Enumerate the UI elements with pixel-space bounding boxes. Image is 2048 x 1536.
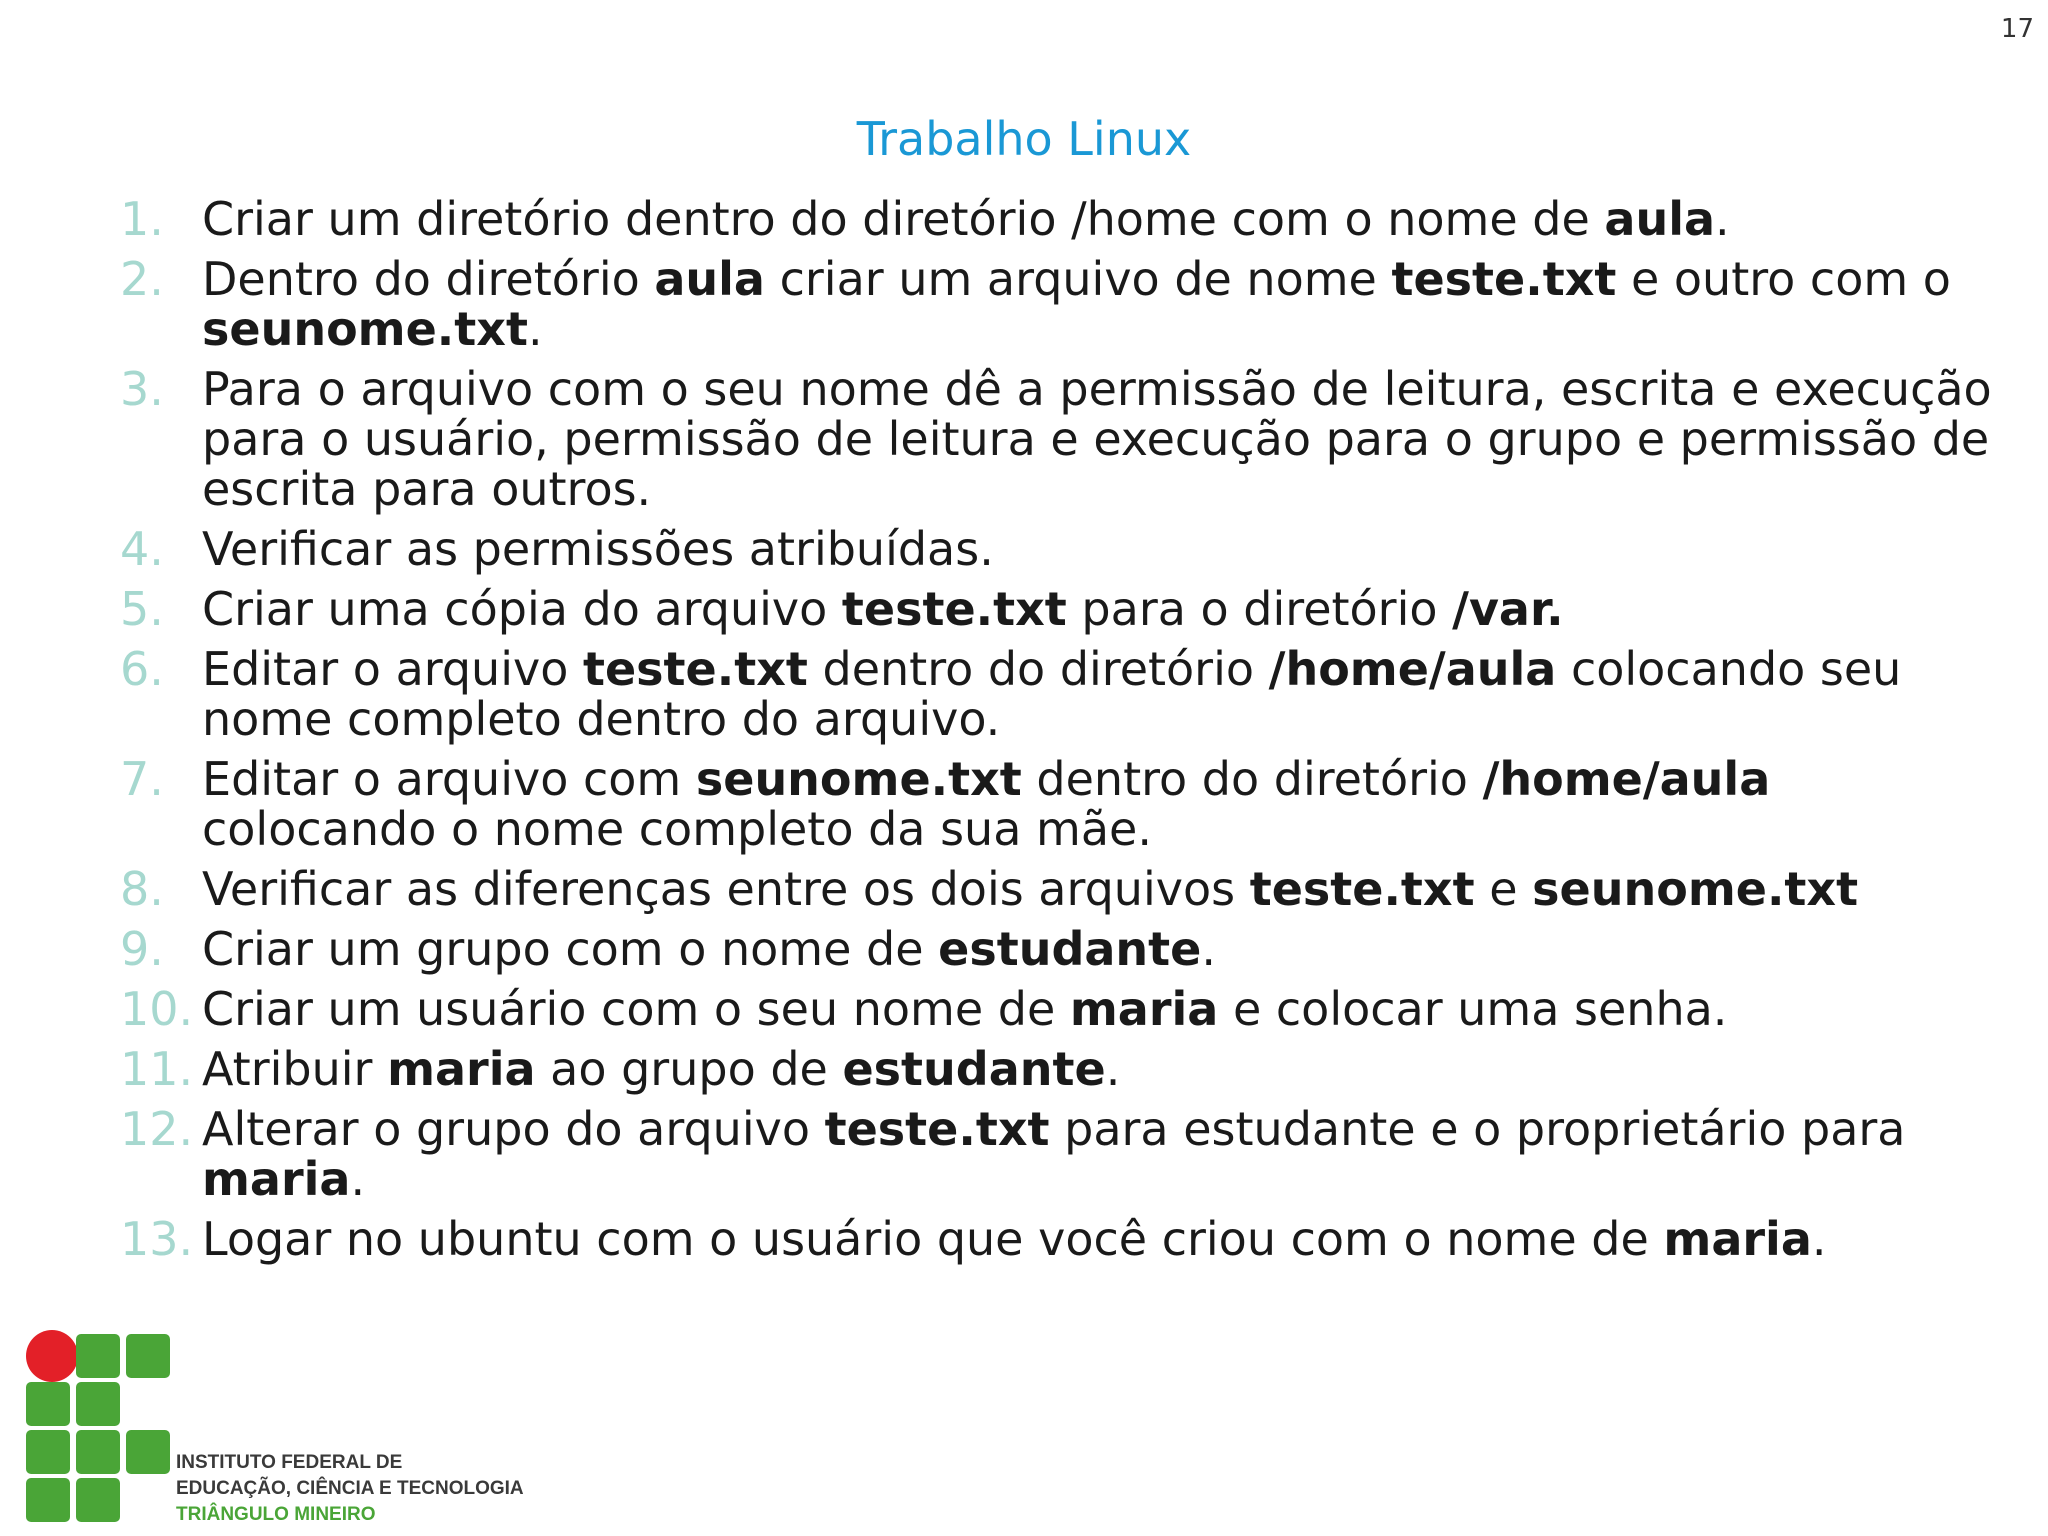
task-text bbox=[202, 754, 2010, 854]
task-item bbox=[120, 194, 2010, 244]
logo-line-2: EDUCAÇÃO, CIÊNCIA E TECNOLOGIA bbox=[176, 1478, 524, 1499]
task-item bbox=[120, 1214, 2010, 1264]
page-title: Trabalho Linux bbox=[856, 112, 1192, 166]
task-text-segment: . bbox=[527, 302, 543, 356]
task-text-segment: Atribuir bbox=[202, 1042, 388, 1096]
task-text-bold: maria bbox=[387, 1042, 536, 1096]
task-text bbox=[202, 194, 2010, 244]
logo-square bbox=[26, 1382, 70, 1426]
task-text bbox=[202, 1044, 2010, 1094]
task-number: 2. bbox=[120, 252, 164, 306]
task-item bbox=[120, 364, 2010, 514]
task-text-bold: /home/aula bbox=[1268, 642, 1557, 696]
logo-square bbox=[26, 1430, 70, 1474]
task-text-bold: teste.txt bbox=[582, 642, 808, 696]
task-item bbox=[120, 254, 2010, 354]
task-text bbox=[202, 1104, 2010, 1204]
task-number: 1. bbox=[120, 192, 164, 246]
task-number: 9. bbox=[120, 922, 164, 976]
task-text-bold: seunome.txt bbox=[695, 752, 1022, 806]
task-text-bold: teste.txt bbox=[824, 1102, 1050, 1156]
task-text-bold: estudante bbox=[938, 922, 1202, 976]
task-text-segment: Logar no ubuntu com o usuário que você criou com o nome de bbox=[202, 1212, 1664, 1266]
task-text-segment: Criar um grupo com o nome de bbox=[202, 922, 939, 976]
task-text-segment: Verificar as diferenças entre os dois arquivos bbox=[202, 862, 1250, 916]
logo-square bbox=[76, 1334, 120, 1378]
logo-line-1: INSTITUTO FEDERAL DE bbox=[176, 1452, 403, 1473]
task-text-segment: . bbox=[1715, 192, 1730, 246]
task-text bbox=[202, 524, 2010, 574]
logo-square bbox=[126, 1430, 170, 1474]
task-number: 5. bbox=[120, 582, 164, 636]
logo-square bbox=[76, 1478, 120, 1522]
task-item bbox=[120, 984, 2010, 1034]
task-text-bold: aula bbox=[654, 252, 765, 306]
task-text bbox=[202, 1214, 2010, 1264]
task-text-bold: maria bbox=[1663, 1212, 1812, 1266]
task-text-segment: Criar uma cópia do arquivo bbox=[202, 582, 842, 636]
task-text-bold: estudante bbox=[842, 1042, 1106, 1096]
task-text-segment: e outro com o bbox=[1616, 252, 1951, 306]
task-item bbox=[120, 584, 2010, 634]
task-text-bold: maria bbox=[1069, 982, 1219, 1036]
logo-square bbox=[76, 1430, 120, 1474]
task-text bbox=[202, 864, 2010, 914]
page-number: 17 bbox=[2000, 14, 2034, 44]
task-text-segment: Verificar as permissões atribuídas. bbox=[202, 522, 994, 576]
task-text-segment: . bbox=[350, 1152, 366, 1206]
task-item bbox=[120, 644, 2010, 744]
task-text-bold: seunome.txt bbox=[1532, 862, 1859, 916]
task-text-segment: criar um arquivo de nome bbox=[764, 252, 1392, 306]
task-text-bold: maria bbox=[202, 1152, 351, 1206]
logo-grid-icon bbox=[26, 1330, 176, 1530]
task-text-segment: Editar o arquivo com bbox=[202, 752, 696, 806]
task-list bbox=[120, 194, 2010, 1274]
task-text-segment: dentro do diretório bbox=[807, 642, 1269, 696]
task-text-bold: aula bbox=[1604, 192, 1716, 246]
task-item bbox=[120, 1044, 2010, 1094]
task-text-segment: para estudante e o proprietário para bbox=[1049, 1102, 1906, 1156]
task-text-segment: colocando o nome completo da sua mãe. bbox=[202, 802, 1152, 856]
task-text-bold: /home/aula bbox=[1482, 752, 1771, 806]
institute-logo bbox=[26, 1330, 546, 1530]
task-text-segment: ao grupo de bbox=[535, 1042, 843, 1096]
task-text-segment: e colocar uma senha. bbox=[1218, 982, 1728, 1036]
logo-square bbox=[76, 1382, 120, 1426]
task-text-segment: Alterar o grupo do arquivo bbox=[202, 1102, 825, 1156]
task-text-segment: para o diretório bbox=[1066, 582, 1453, 636]
task-text bbox=[202, 984, 2010, 1034]
task-item bbox=[120, 864, 2010, 914]
task-number: 8. bbox=[120, 862, 164, 916]
task-text-bold: seunome.txt bbox=[202, 302, 528, 356]
task-number: 11. bbox=[120, 1042, 194, 1096]
task-text-segment: Editar o arquivo bbox=[202, 642, 583, 696]
task-item bbox=[120, 1104, 2010, 1204]
task-number: 12. bbox=[120, 1102, 194, 1156]
task-number: 10. bbox=[120, 982, 194, 1036]
task-item bbox=[120, 524, 2010, 574]
task-number: 6. bbox=[120, 642, 164, 696]
task-text-segment: dentro do diretório bbox=[1021, 752, 1483, 806]
task-text bbox=[202, 924, 2010, 974]
task-number: 13. bbox=[120, 1212, 194, 1266]
logo-square bbox=[26, 1478, 70, 1522]
logo-red-circle bbox=[26, 1330, 78, 1382]
task-text-segment: Criar um usuário com o seu nome de bbox=[202, 982, 1070, 1036]
task-text bbox=[202, 364, 2010, 514]
task-text-segment: . bbox=[1811, 1212, 1827, 1266]
task-item bbox=[120, 924, 2010, 974]
task-item bbox=[120, 754, 2010, 854]
task-text-segment: Dentro do diretório bbox=[202, 252, 655, 306]
task-text-segment: Criar um diretório dentro do diretório /home com o nome de bbox=[202, 192, 1605, 246]
task-text-segment: . bbox=[1105, 1042, 1121, 1096]
task-text bbox=[202, 254, 2010, 354]
task-text-segment: Para o arquivo com o seu nome dê a permissão de leitura, escrita e execução para o usuário, permissão de leitura e execução para o grupo e permissão de escrita para outros. bbox=[202, 362, 1992, 516]
task-number: 4. bbox=[120, 522, 164, 576]
logo-line-3: TRIÂNGULO MINEIRO bbox=[176, 1504, 376, 1525]
task-number: 3. bbox=[120, 362, 164, 416]
logo-square bbox=[126, 1334, 170, 1378]
logo-text bbox=[176, 1450, 524, 1528]
task-text-segment: . bbox=[1201, 922, 1216, 976]
task-text bbox=[202, 644, 2010, 744]
task-text-bold: teste.txt bbox=[1391, 252, 1617, 306]
task-text-bold: /var. bbox=[1452, 582, 1564, 636]
task-text-segment: e bbox=[1474, 862, 1533, 916]
task-text-bold: teste.txt bbox=[841, 582, 1067, 636]
task-text-segment: colocando seu nome completo dentro do arquivo. bbox=[202, 642, 1902, 746]
task-text bbox=[202, 584, 2010, 634]
task-number: 7. bbox=[120, 752, 164, 806]
task-text-bold: teste.txt bbox=[1249, 862, 1475, 916]
